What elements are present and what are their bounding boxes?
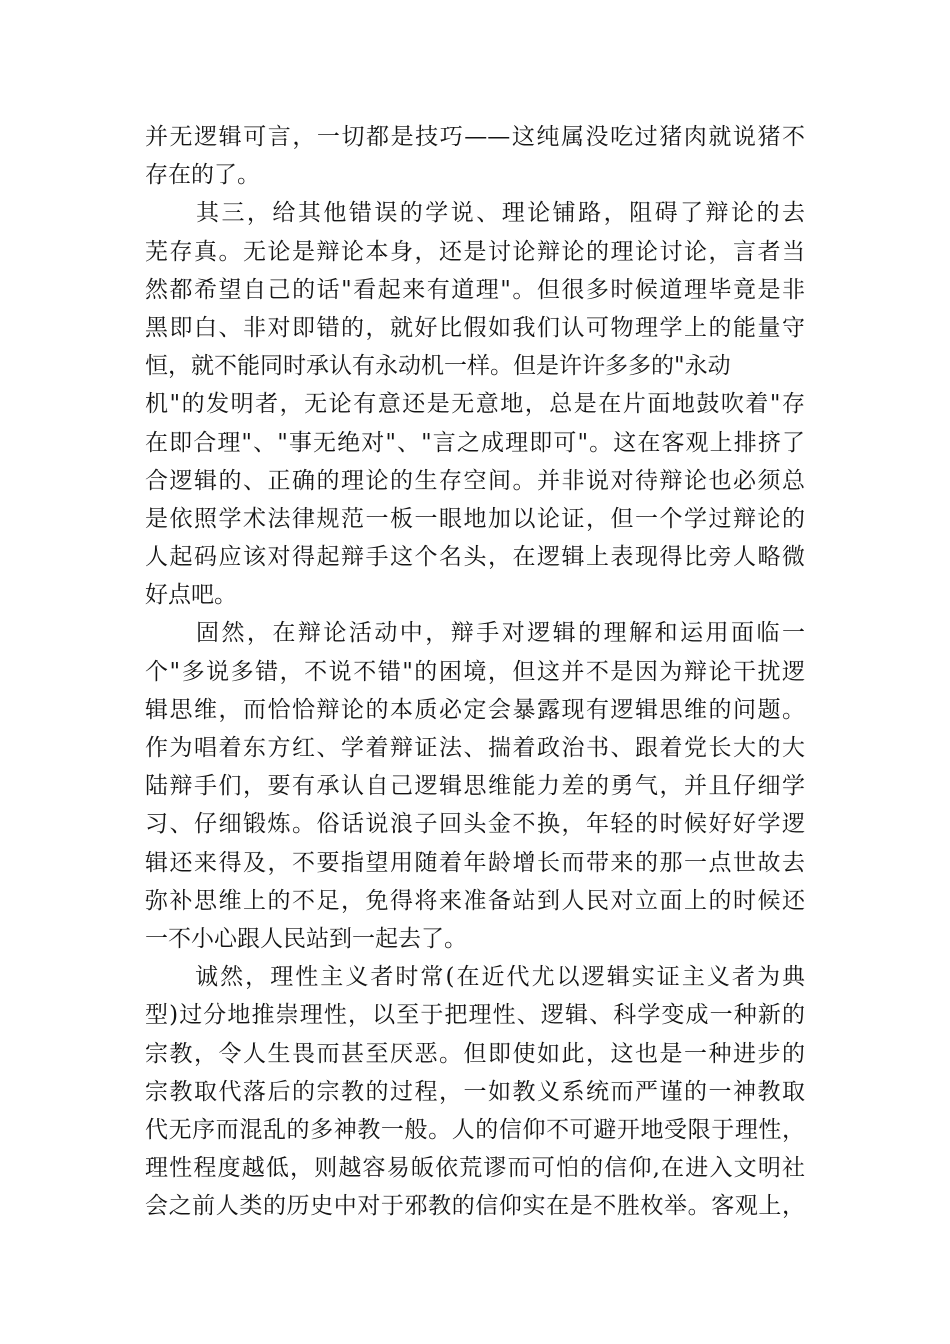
text-line: 宗教取代落后的宗教的过程，一如教义系统而严谨的一神教取 xyxy=(145,1078,805,1105)
text-line: 在即合理"、"事无绝对"、"言之成理即可"。这在客观上排挤了 xyxy=(145,429,805,456)
text-line: 陆辩手们，要有承认自己逻辑思维能力差的勇气，并且仔细学 xyxy=(145,773,805,800)
text-line: 诚然，理性主义者时常(在近代尤以逻辑实证主义者为典 xyxy=(145,964,805,991)
text-line: 人起码应该对得起辩手这个名头，在逻辑上表现得比旁人略微 xyxy=(145,544,805,571)
text-line: 辑还来得及，不要指望用随着年龄增长而带来的那一点世故去 xyxy=(145,849,805,876)
text-line: 芜存真。无论是辩论本身，还是讨论辩论的理论讨论，言者当 xyxy=(145,238,805,265)
text-line: 辑思维，而恰恰辩论的本质必定会暴露现有逻辑思维的问题。 xyxy=(145,696,805,723)
text-line: 机"的发明者，无论有意还是无意地，总是在片面地鼓吹着"存 xyxy=(145,391,805,418)
text-line: 其三，给其他错误的学说、理论铺路，阻碍了辩论的去 xyxy=(145,200,805,227)
text-line: 然都希望自己的话"看起来有道理"。但很多时候道理毕竟是非 xyxy=(145,276,805,303)
text-line: 固然，在辩论活动中，辩手对逻辑的理解和运用面临一 xyxy=(145,620,805,647)
text-line: 合逻辑的、正确的理论的生存空间。并非说对待辩论也必须总 xyxy=(145,467,805,494)
text-line: 理性程度越低，则越容易皈依荒谬而可怕的信仰,在进入文明社 xyxy=(145,1155,805,1182)
text-line: 会之前人类的历史中对于邪教的信仰实在是不胜枚举。客观上， xyxy=(145,1193,805,1220)
text-line: 好点吧。 xyxy=(145,582,237,609)
text-line: 作为唱着东方红、学着辩证法、揣着政治书、跟着党长大的大 xyxy=(145,735,805,761)
text-line: 并无逻辑可言，一切都是技巧——这纯属没吃过猪肉就说猪不 xyxy=(145,124,805,150)
text-line: 恒，就不能同时承认有永动机一样。但是许许多多的"永动 xyxy=(145,353,731,380)
text-line: 黑即白、非对即错的，就好比假如我们认可物理学上的能量守 xyxy=(145,314,805,341)
text-line: 个"多说多错，不说不错"的困境，但这并不是因为辩论干扰逻 xyxy=(145,658,805,685)
body-text xyxy=(145,118,805,1225)
text-line: 代无序而混乱的多神教一般。人的信仰不可避开地受限于理性， xyxy=(145,1116,805,1143)
text-line: 是依照学术法律规范一板一眼地加以论证，但一个学过辩论的 xyxy=(145,505,805,532)
text-line: 型)过分地推崇理性，以至于把理性、逻辑、科学变成一种新的 xyxy=(145,1002,805,1029)
text-line: 习、仔细锻炼。俗话说浪子回头金不换，年轻的时候好好学逻 xyxy=(145,811,805,838)
text-line: 一不小心跟人民站到一起去了。 xyxy=(145,925,467,952)
text-line: 宗教，令人生畏而甚至厌恶。但即使如此，这也是一种进步的 xyxy=(145,1040,805,1067)
text-line: 弥补思维上的不足，免得将来准备站到人民对立面上的时候还 xyxy=(145,887,805,914)
text-line: 存在的了。 xyxy=(145,162,260,189)
